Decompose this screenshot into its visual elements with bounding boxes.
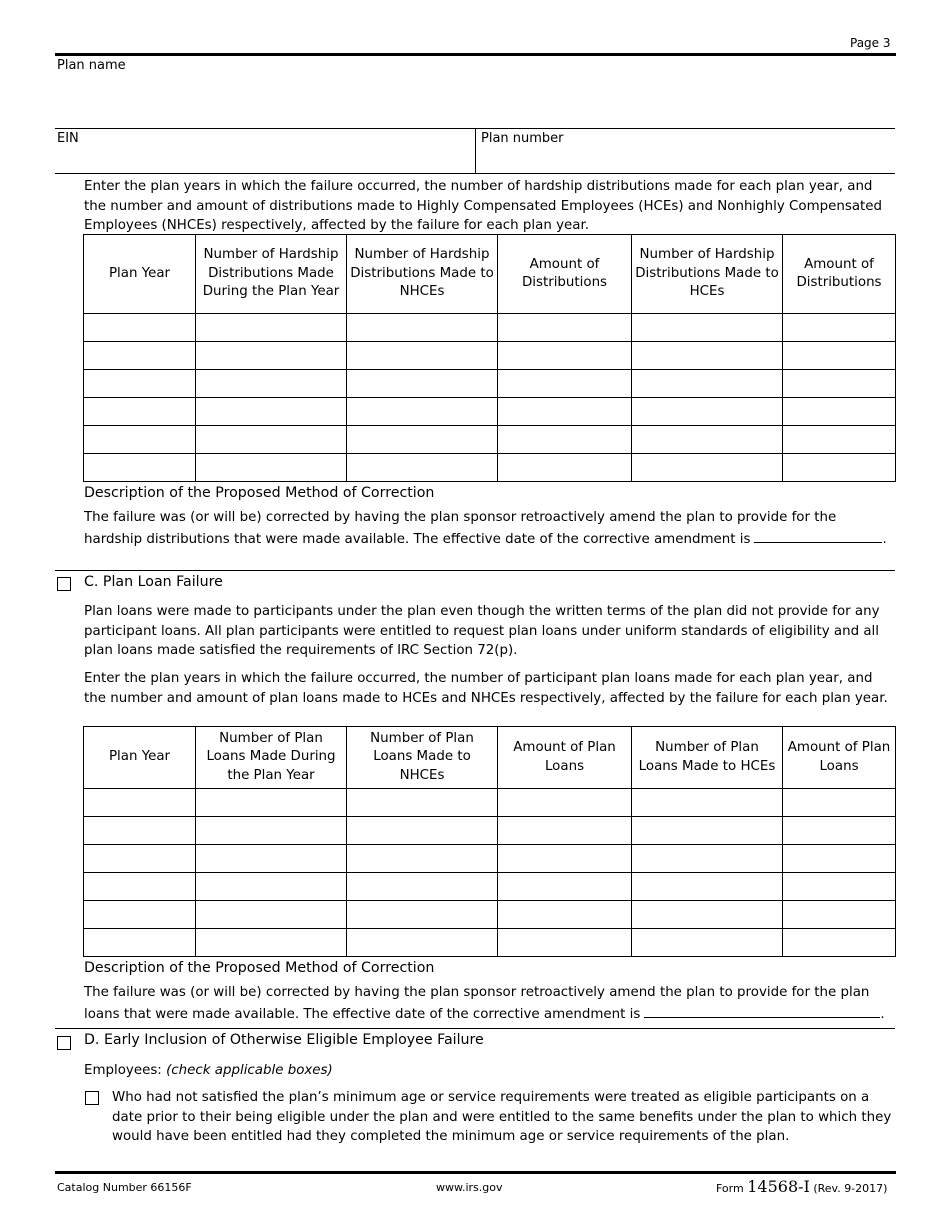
form-prefix: Form	[716, 1182, 744, 1195]
plan-loan-correction-text	[84, 983, 896, 1024]
table-cell[interactable]	[498, 817, 632, 845]
table-row	[84, 929, 896, 957]
table-cell[interactable]	[632, 929, 783, 957]
table-cell[interactable]	[84, 398, 196, 426]
column-header: Number of Hardship Distributions Made to HCEs	[632, 235, 783, 314]
table-cell[interactable]	[498, 901, 632, 929]
table-cell[interactable]	[498, 789, 632, 817]
table-cell[interactable]	[347, 370, 498, 398]
ein-label: EIN	[57, 131, 79, 146]
column-header: Amount of Plan Loans	[783, 727, 896, 789]
table-row	[84, 845, 896, 873]
table-row	[84, 454, 896, 482]
table-cell[interactable]	[347, 342, 498, 370]
table-cell[interactable]	[498, 454, 632, 482]
table-cell[interactable]	[783, 817, 896, 845]
table-cell[interactable]	[783, 370, 896, 398]
table-cell[interactable]	[783, 789, 896, 817]
table-cell[interactable]	[84, 901, 196, 929]
table-cell[interactable]	[783, 398, 896, 426]
table-row	[84, 314, 896, 342]
table-cell[interactable]	[632, 817, 783, 845]
table-cell[interactable]	[783, 426, 896, 454]
table-cell[interactable]	[347, 901, 498, 929]
plan-name-field[interactable]	[55, 76, 895, 126]
table-row	[84, 817, 896, 845]
table-cell[interactable]	[196, 845, 347, 873]
table-cell[interactable]	[498, 342, 632, 370]
section-c-paragraph: Plan loans were made to participants under the plan even though the written terms of the plan did not provide for any participant loans. All plan participants were entitled to request plan loans under uniform standards of eligibility and all plan loans made satisfied the requirements of IRC Section 72(p).	[84, 604, 880, 658]
plan-loan-effective-date-field[interactable]	[644, 1003, 880, 1018]
table-cell[interactable]	[347, 929, 498, 957]
period: .	[880, 1006, 885, 1022]
column-header: Number of Hardship Distributions Made to NHCEs	[347, 235, 498, 314]
hardship-effective-date-field[interactable]	[754, 528, 882, 543]
table-cell[interactable]	[84, 873, 196, 901]
table-cell[interactable]	[84, 454, 196, 482]
table-cell[interactable]	[347, 426, 498, 454]
table-cell[interactable]	[783, 873, 896, 901]
table-cell[interactable]	[84, 426, 196, 454]
table-cell[interactable]	[84, 817, 196, 845]
table-cell[interactable]	[196, 314, 347, 342]
column-header: Number of Hardship Distributions Made During the Plan Year	[196, 235, 347, 314]
employees-line	[84, 1061, 333, 1081]
table-cell[interactable]	[632, 398, 783, 426]
column-header: Amount of Distributions	[498, 235, 632, 314]
table-cell[interactable]	[632, 314, 783, 342]
table-row	[84, 901, 896, 929]
hardship-correction-text	[84, 508, 896, 549]
plan-loan-table	[83, 726, 896, 957]
option-1-checkbox[interactable]	[85, 1091, 99, 1105]
table-cell[interactable]	[347, 398, 498, 426]
form-revision: (Rev. 9-2017)	[813, 1182, 888, 1195]
table-cell[interactable]	[196, 370, 347, 398]
table-cell[interactable]	[347, 873, 498, 901]
plan-name-label: Plan name	[57, 58, 126, 73]
section-c-checkbox[interactable]	[57, 577, 71, 591]
hardship-table	[83, 234, 896, 482]
plan-loan-correction-sentence: The failure was (or will be) corrected by having the plan sponsor retroactively amend the plan to provide for the plan loans that were made available. The effective date of the corrective amendment is	[84, 985, 870, 1022]
table-cell[interactable]	[498, 845, 632, 873]
column-header: Amount of Plan Loans	[498, 727, 632, 789]
ein-field[interactable]	[55, 148, 473, 172]
hardship-instruction: Enter the plan years in which the failure occurred, the number of hardship distributions made for each plan year, and the number and amount of distributions made to Highly Compensated Employees (HCEs) and Nonhighly Compensated Employees (NHCEs) respectively, affected by the failure for each plan year.	[84, 179, 883, 233]
table-cell[interactable]	[84, 342, 196, 370]
table-cell[interactable]	[347, 817, 498, 845]
section-c-title: C. Plan Loan Failure	[84, 574, 223, 590]
table-cell[interactable]	[783, 901, 896, 929]
column-header: Plan Year	[84, 727, 196, 789]
section-d-checkbox[interactable]	[57, 1036, 71, 1050]
footer-rule	[55, 1171, 896, 1174]
table-cell[interactable]	[632, 370, 783, 398]
section-c-top-rule	[55, 570, 895, 571]
table-cell[interactable]	[783, 929, 896, 957]
column-header: Amount of Distributions	[783, 235, 896, 314]
table-cell[interactable]	[783, 314, 896, 342]
table-cell[interactable]	[498, 929, 632, 957]
catalog-number: Catalog Number 66156F	[57, 1181, 192, 1194]
table-cell[interactable]	[783, 342, 896, 370]
plan-number-field[interactable]	[477, 148, 894, 172]
table-cell[interactable]	[632, 342, 783, 370]
table-cell[interactable]	[783, 845, 896, 873]
table-cell[interactable]	[347, 845, 498, 873]
table-cell[interactable]	[498, 370, 632, 398]
table-cell[interactable]	[84, 929, 196, 957]
table-cell[interactable]	[196, 929, 347, 957]
table-cell[interactable]	[347, 454, 498, 482]
table-row	[84, 873, 896, 901]
page-number: Page 3	[850, 36, 891, 50]
table-cell[interactable]	[632, 901, 783, 929]
employees-note: (check applicable boxes)	[166, 1063, 333, 1078]
table-cell[interactable]	[632, 789, 783, 817]
table-cell[interactable]	[632, 873, 783, 901]
table-cell[interactable]	[632, 845, 783, 873]
top-rule	[55, 53, 896, 56]
table-cell[interactable]	[347, 314, 498, 342]
table-cell[interactable]	[498, 873, 632, 901]
table-cell[interactable]	[196, 398, 347, 426]
table-cell[interactable]	[196, 426, 347, 454]
table-row	[84, 398, 896, 426]
ein-divider	[475, 128, 476, 173]
period: .	[882, 531, 887, 547]
table-cell[interactable]	[84, 789, 196, 817]
table-cell[interactable]	[783, 454, 896, 482]
ein-bottom-rule	[55, 173, 895, 174]
table-cell[interactable]	[498, 314, 632, 342]
table-row	[84, 426, 896, 454]
table-cell[interactable]	[498, 398, 632, 426]
table-cell[interactable]	[84, 845, 196, 873]
table-cell[interactable]	[196, 454, 347, 482]
table-row	[84, 370, 896, 398]
table-cell[interactable]	[196, 789, 347, 817]
employees-label: Employees:	[84, 1063, 162, 1078]
column-header: Plan Year	[84, 235, 196, 314]
column-header: Number of Plan Loans Made to NHCEs	[347, 727, 498, 789]
table-cell[interactable]	[196, 342, 347, 370]
plan-loan-instruction: Enter the plan years in which the failure occurred, the number of participant plan loans made for each plan year, and the number and amount of plan loans made to HCEs and NHCEs respectively, affected by the failure for each plan year.	[84, 671, 888, 706]
table-row	[84, 789, 896, 817]
table-cell[interactable]	[347, 789, 498, 817]
table-cell[interactable]	[84, 314, 196, 342]
plan-number-label: Plan number	[481, 131, 564, 146]
form-id	[716, 1177, 887, 1196]
table-cell[interactable]	[196, 901, 347, 929]
option-1-text: Who had not satisfied the plan’s minimum age or service requirements were treated as eligible participants on a date prior to their being eligible under the plan and were entitled to the same benefits under the plan to which they would have been entitled had they completed the minimum age or service requirements of the plan.	[112, 1090, 892, 1144]
table-cell[interactable]	[632, 426, 783, 454]
column-header: Number of Plan Loans Made to HCEs	[632, 727, 783, 789]
table-cell[interactable]	[196, 817, 347, 845]
form-number: 14568-I	[747, 1177, 810, 1196]
section-d-top-rule	[55, 1028, 895, 1029]
table-cell[interactable]	[632, 454, 783, 482]
section-d-title: D. Early Inclusion of Otherwise Eligible Employee Failure	[84, 1032, 484, 1048]
table-row	[84, 342, 896, 370]
hardship-correction-sentence: The failure was (or will be) corrected by having the plan sponsor retroactively amend the plan to provide for the hardship distributions that were made available. The effective date of the corrective amendment is	[84, 510, 837, 547]
plan-loan-correction-heading: Description of the Proposed Method of Correction	[84, 960, 435, 976]
table-cell[interactable]	[196, 873, 347, 901]
column-header: Number of Plan Loans Made During the Plan Year	[196, 727, 347, 789]
table-cell[interactable]	[84, 370, 196, 398]
website: www.irs.gov	[436, 1181, 503, 1194]
hardship-correction-heading: Description of the Proposed Method of Correction	[84, 485, 435, 501]
table-cell[interactable]	[498, 426, 632, 454]
